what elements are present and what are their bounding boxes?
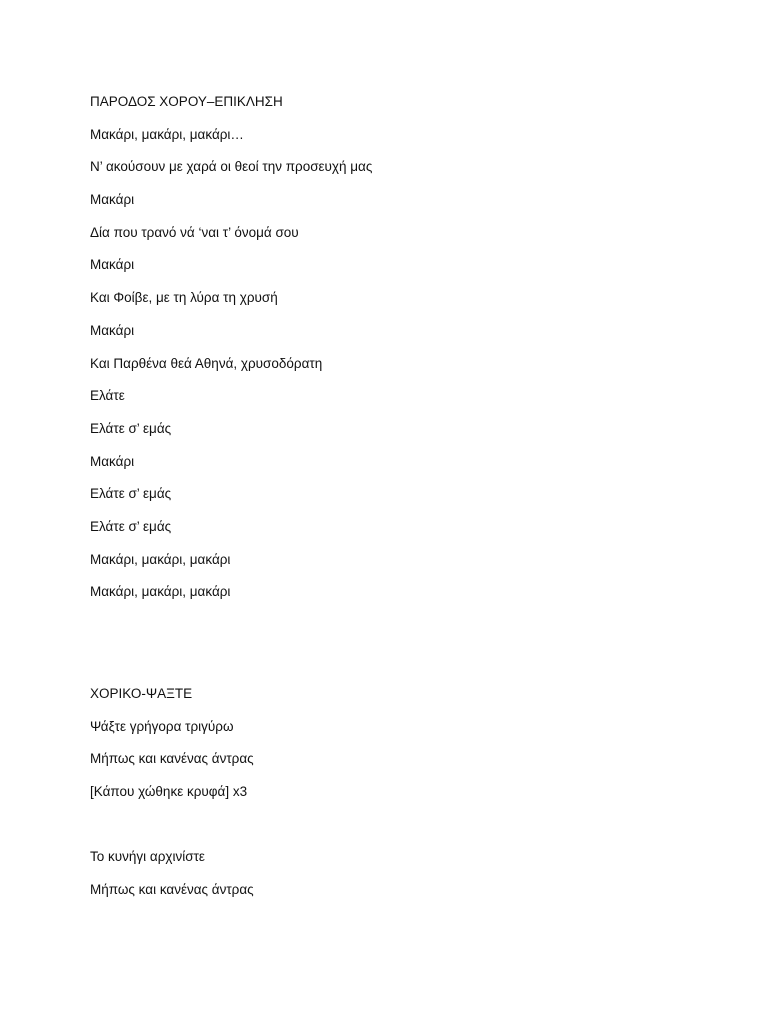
lyric-line: Μήπως και κανένας άντρας <box>90 882 254 898</box>
lyric-line: Και Φοίβε, με τη λύρα τη χρυσή <box>90 290 278 306</box>
lyric-line: [Κάπου χώθηκε κρυφά] x3 <box>90 784 248 800</box>
lyric-line: Ελάτε σ’ εμάς <box>90 518 172 534</box>
lyric-line: Το κυνήγι αρχινίστε <box>90 849 205 865</box>
section-parodos <box>90 92 730 615</box>
lyric-line: Ψάξτε γρήγορα τριγύρω <box>90 718 234 734</box>
lyric-line: Ελάτε σ’ εμάς <box>90 486 172 502</box>
section-title: ΧΟΡΙΚΟ-ΨΑΞΤΕ <box>90 686 193 701</box>
lyric-line: Μήπως και κανένας άντρας <box>90 751 254 767</box>
section-choriko <box>90 684 730 913</box>
lyric-line: Μακάρι <box>90 257 135 273</box>
lyric-line: Ελάτε <box>90 388 125 404</box>
lyric-line: Δία που τρανό νά ‘ναι τ’ όνομά σου <box>90 224 299 240</box>
lyric-line: Μακάρι <box>90 453 135 469</box>
lyric-line: Μακάρι <box>90 192 135 208</box>
lyric-line: Μακάρι <box>90 322 135 338</box>
stanza-gap <box>90 815 730 848</box>
lyric-line: Μακάρι, μακάρι, μακάρι <box>90 584 231 600</box>
lyric-line: Μακάρι, μακάρι, μακάρι <box>90 551 231 567</box>
lyric-line: Ελάτε σ’ εμάς <box>90 420 172 436</box>
section-title: ΠΑΡΟΔΟΣ ΧΟΡΟΥ–ΕΠΙΚΛΗΣΗ <box>90 94 283 109</box>
lyric-line: Και Παρθένα θεά Αθηνά, χρυσοδόρατη <box>90 355 323 371</box>
lyric-line: Μακάρι, μακάρι, μακάρι… <box>90 126 244 142</box>
lyric-line: Ν’ ακούσουν με χαρά οι θεοί την προσευχή μας <box>90 159 373 175</box>
